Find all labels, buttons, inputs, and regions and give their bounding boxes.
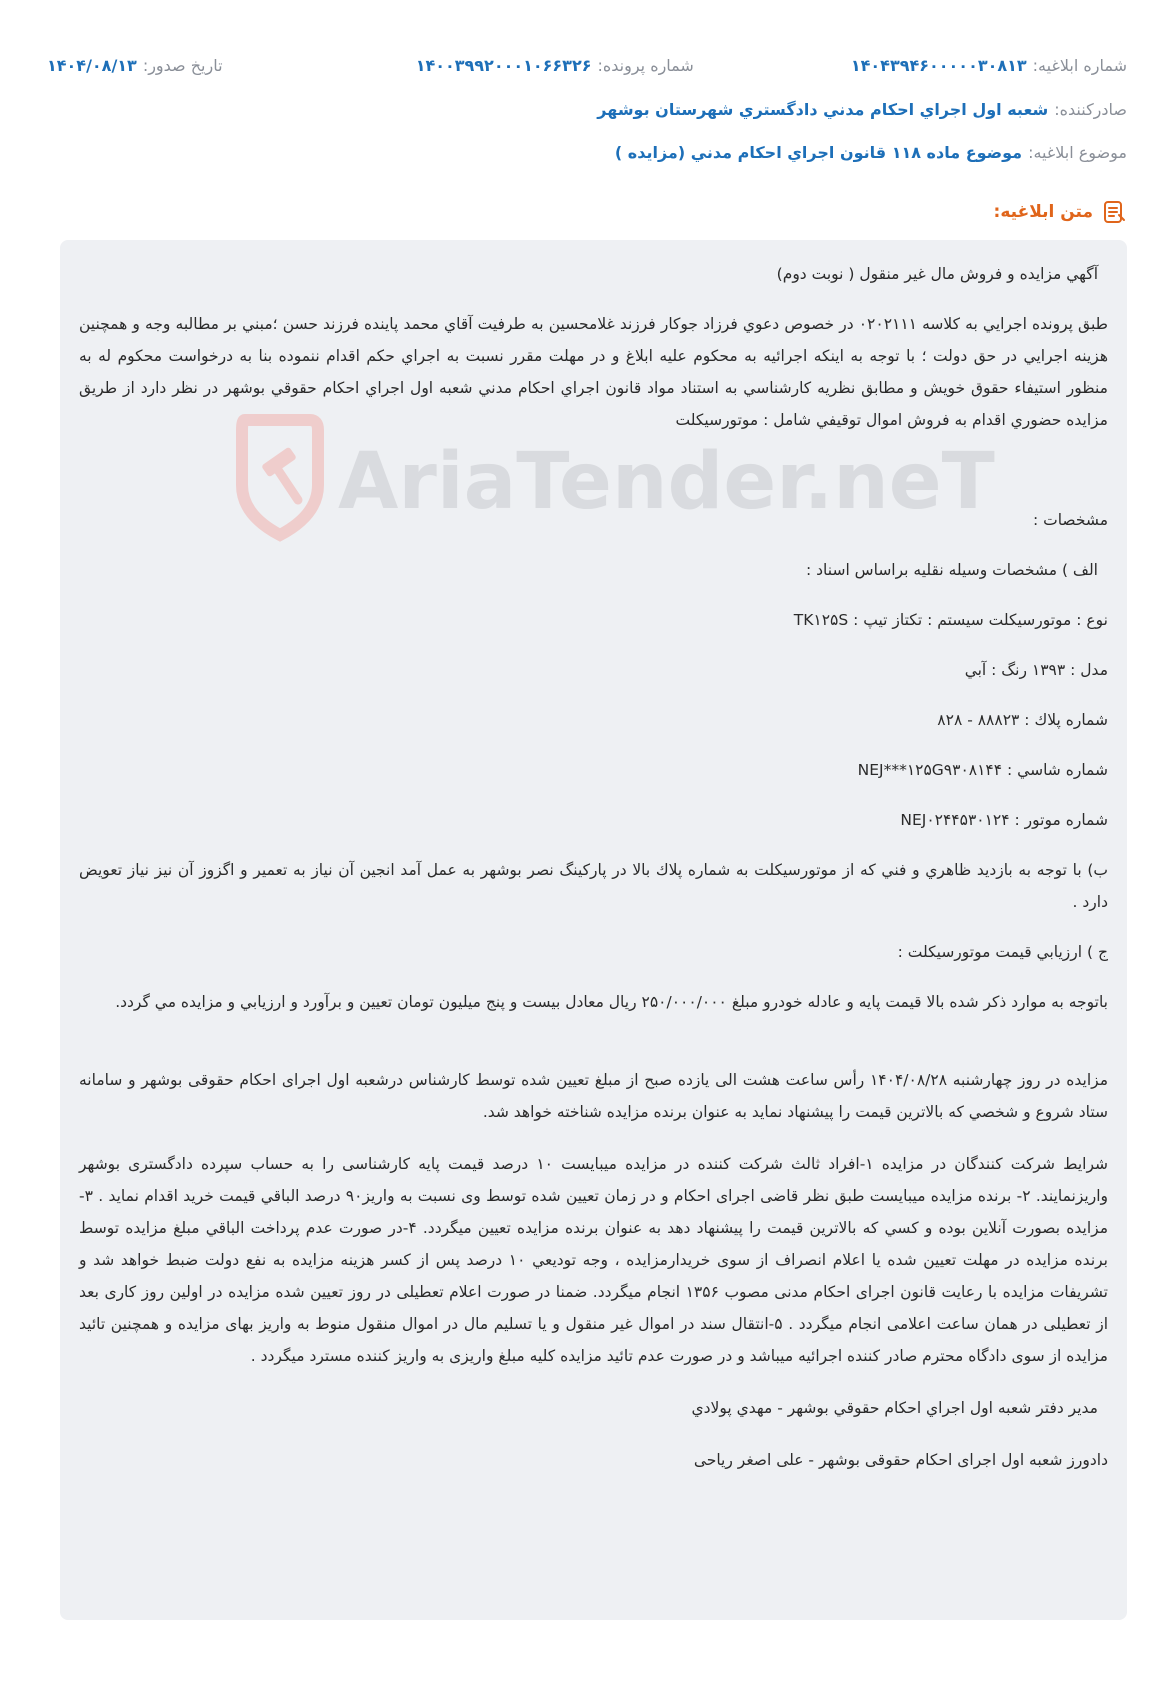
spec-a-heading: الف ) مشخصات وسيله نقليه براساس اسناد : (806, 561, 1098, 579)
vehicle-type: نوع : موتورسيكلت سيستم : تكتاز تيپ : TK۱۲۵S (793, 611, 1108, 629)
section-title: متن ابلاغيه: (993, 202, 1093, 222)
notice-number-value: ۱۴۰۴۳۹۴۶۰۰۰۰۰۳۰۸۱۳ (850, 56, 1027, 75)
signature-bailiff: دادورز شعبه اول اجرای احکام حقوقی بوشهر - علی اصغر رياحی (693, 1451, 1108, 1469)
issue-date (47, 56, 223, 75)
meta-row-issuer (47, 100, 1127, 119)
notice-number (694, 56, 1127, 75)
meta-row-numbers (47, 56, 1127, 75)
vehicle-model: مدل : ۱۳۹۳ رنگ : آبي (964, 661, 1108, 679)
vehicle-chassis: شماره شاسي : NEJ***۱۲۵G۹۳۰۸۱۴۴ (857, 761, 1108, 779)
valuation-paragraph: باتوجه به موارد ذكر شده بالا قيمت پايه و عادله خودرو مبلغ ۲۵۰/۰۰۰/۰۰۰ ريال معادل بيست و پنج ميليون تومان تعيين و برآورد و ارزيابي و مزايده مي گردد. (115, 993, 1108, 1011)
conditions-paragraph: شرايط شركت كنندگان در مزايده ۱-افراد ثالث شرکت کننده در مزایده میبایست ۱۰ درصد قیمت پایه کارشناسی را به حساب سپرده دادگستری بوشهر واریزنمایند. ۲- برنده مزايده ميبايست طبق نظر قاضی اجرای احکام و در زمان تعيين شده توسط وی نسبت به واريز۹۰ درصد الباقي قيمت خريد اقدام نمايد . ۳- مزايده بصورت آنلاين بوده و كسي كه بالاترين قيمت را پيشنهاد دهد به عنوان برنده مزايده تعيين ميگردد. ۴-در صورت عدم پرداخت الباقي مبلغ مزايده توسط برنده مزايده در مهلت تعيين شده يا اعلام انصراف از سوی خريدارمزايده ، وجه توديعي ۱۰ درصد پس از كسر هزينه مزايده به نفع دولت ضبط خواهد شد و تشريفات مزايده با رعايت قانون اجرای احكام مدنی مصوب ۱۳۵۶ انجام ميگردد. ضمنا در صورت اعلام تعطيلی در روز تعيين شده مزايده در اولين روز كاری بعد از تعطيلی در همان ساعت اعلامی انجام ميگردد . ۵-انتقال سند در اموال غیر منقول و یا تسلیم مال در اموال منقول منوط به واریز بهای مزایده و همچنین تائید مزایده از سوی دادگاه محترم صادر کننده اجرائیه میباشد و در صورت عدم تائید مزایده کلیه مبلغ واریزی به واریز کننده مسترد میگردد . (79, 1155, 1109, 1365)
case-number (223, 56, 694, 75)
issuer-value: شعبه اول اجراي احكام مدني دادگستري شهرستان بوشهر (597, 100, 1049, 119)
notice-title: آگهي مزايده و فروش مال غير منقول ( نوبت دوم) (776, 265, 1098, 283)
notice-number-label: شماره ابلاغيه: (1032, 56, 1127, 75)
issue-date-value: ۱۴۰۴/۰۸/۱۳ (47, 56, 137, 75)
document-icon (1101, 199, 1127, 225)
intro-paragraph: طبق پرونده اجرايي به كلاسه ۰۲۰۲۱۱۱ در خصوص دعوي فرزاد جوكار فرزند غلامحسين به طرفيت آقاي محمد پاينده فرزند حسن ؛مبني بر مطالبه وجه و همچنين هزينه اجرايي در حق دولت ؛ با توجه به اينكه اجرائيه به محكوم عليه ابلاغ و در مهلت مقرر نسبت به اجراي حكم اقدام ننموده بنا به درخواست محكوم له به منظور استيفاء حقوق خويش و مطابق نظريه كارشناسي به استناد مواد قانون اجراي احكام مدني شعبه اول اجراي احكام حقوقي بوشهر در نظر دارد از طريق مزايده حضوري اقدام به فروش اموال توقيفي شامل : موتورسيكلت (79, 315, 1108, 429)
auction-paragraph: مزايده در روز چهارشنبه ۱۴۰۴/۰۸/۲۸ رأس ساعت هشت الی يازده صبح از مبلغ تعيين شده توسط کارشناس درشعبه اول اجرای احکام حقوقی بوشهر و سامانه ستاد شروع و شخصي كه بالاترين قيمت را پيشنهاد نمايد به عنوان برنده مزايده شناخته خواهد شد. (79, 1071, 1108, 1121)
spec-b: ب) با توجه به بازديد ظاهري و فني كه از موتورسيكلت به شماره پلاك بالا در پاركينگ نصر بوشهر به عمل آمد انجين آن نياز به تعمير و اگزوز آن نيز نياز تعويض دارد . (79, 861, 1108, 911)
issue-date-label: تاريخ صدور: (142, 56, 223, 75)
case-number-value: ۱۴۰۰۳۹۹۲۰۰۰۱۰۶۶۳۲۶ (415, 56, 592, 75)
case-number-label: شماره پرونده: (597, 56, 694, 75)
section-heading (994, 199, 1127, 225)
meta-row-subject (47, 143, 1127, 162)
signature-office-manager: مدير دفتر شعبه اول اجراي احكام حقوقي بوشهر - مهدي پولادي (691, 1399, 1098, 1417)
subject-value: موضوع ماده ۱۱۸ قانون اجراي احکام مدني (مزايده ) (614, 143, 1023, 162)
vehicle-engine: شماره موتور : NEJ۰۲۴۴۵۳۰۱۲۴ (900, 811, 1108, 829)
subject-label: موضوع ابلاغيه: (1028, 143, 1127, 162)
vehicle-plate: شماره پلاك : ۸۸۸۲۳ - ۸۲۸ (937, 711, 1108, 729)
spec-c-heading: ج ) ارزيابي قيمت موتورسيكلت : (897, 943, 1108, 961)
issuer-label: صادرکننده: (1054, 100, 1127, 119)
watermark-text: AriaTender.neT (338, 437, 995, 527)
notice-text-box (60, 240, 1127, 1620)
specs-heading: مشخصات : (1032, 511, 1108, 529)
